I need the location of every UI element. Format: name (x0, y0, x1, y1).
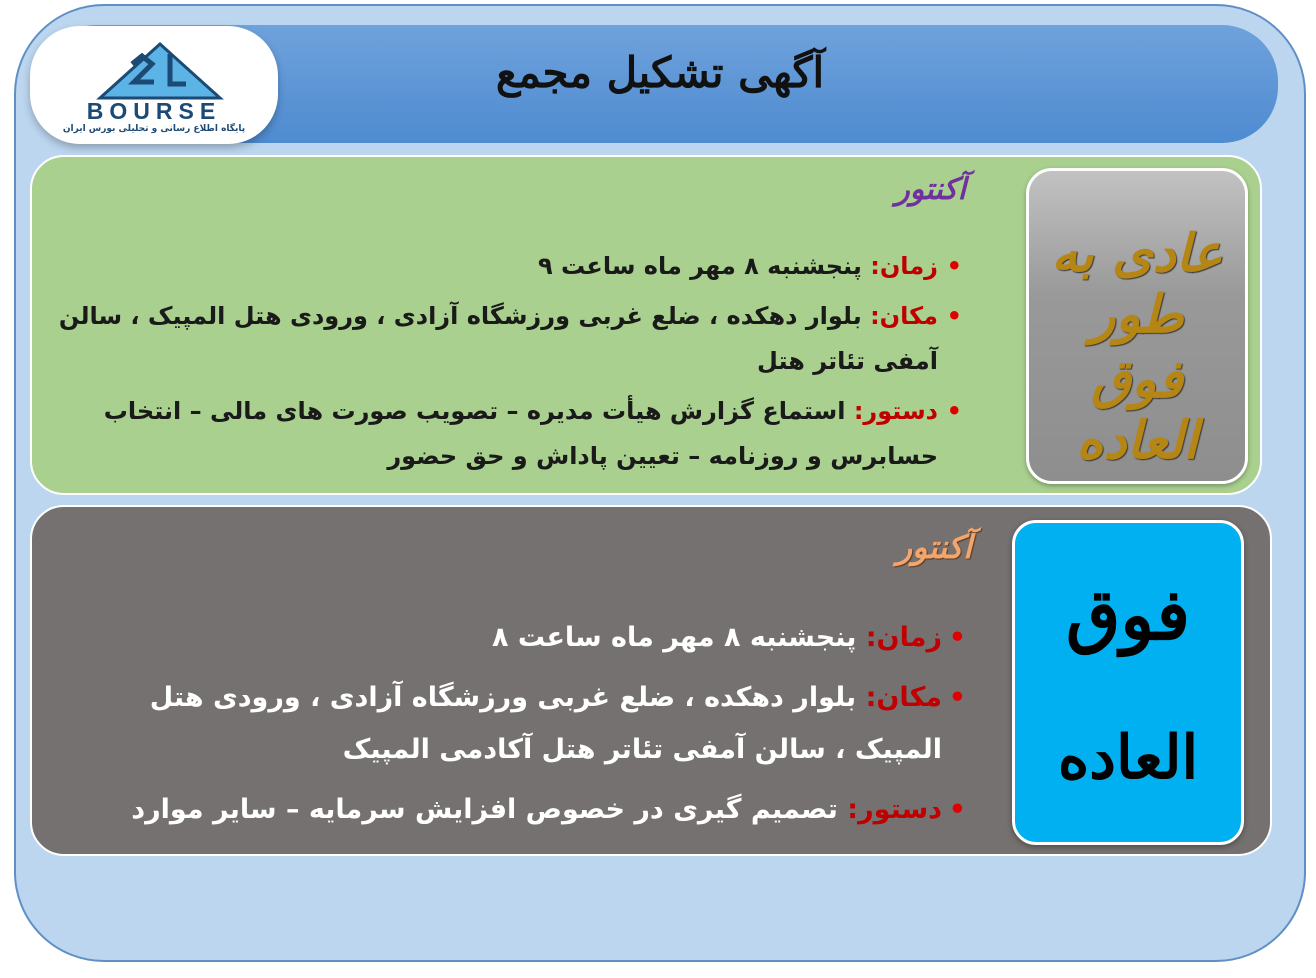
meeting-1-type-line1: عادی به طور (1051, 223, 1223, 345)
place-label: مکان: (865, 682, 942, 713)
meeting-2-company: آکنتور (896, 528, 972, 566)
meeting-2-agenda (72, 784, 942, 836)
time-value: پنجشنبه ۸ مهر ماه ساعت ۹ (538, 252, 871, 280)
logo-text: BOURSE (86, 98, 222, 124)
meeting-2-type-badge (1012, 520, 1244, 845)
meeting-1-type-line2: فوق العاده (1076, 349, 1198, 471)
bourse-logo (30, 26, 278, 144)
meeting-2-time (72, 612, 942, 664)
agenda-label: دستور: (853, 397, 938, 425)
place-value: بلوار دهکده ، ضلع غربی ورزشگاه آزادی ، ورودی هتل المپیک ، سالن آمفی تئاتر هتل (58, 302, 938, 375)
meeting-1-agenda (58, 389, 938, 479)
meeting-1-place (58, 294, 938, 384)
place-label: مکان: (870, 302, 938, 330)
logo-subtitle: پایگاه اطلاع رسانی و تحلیلی بورس ایران (62, 124, 246, 134)
agenda-value: تصمیم گیری در خصوص افزایش سرمایه – سایر موارد (131, 794, 848, 825)
meeting-1-details (58, 244, 938, 484)
meeting-2-details (72, 612, 942, 844)
meeting-2-type-line2: العاده (1057, 723, 1199, 793)
page-title: آگهی تشکیل مجمع (495, 48, 825, 97)
agenda-label: دستور: (847, 794, 942, 825)
meeting-1-time (58, 244, 938, 289)
time-value: پنجشنبه ۸ مهر ماه ساعت ۸ (492, 622, 866, 653)
meeting-2-type-line1: فوق (1066, 573, 1190, 656)
meeting-1-company: آکنتور (895, 172, 966, 207)
time-label: زمان: (870, 252, 938, 280)
agenda-value: استماع گزارش هیأت مدیره – تصویب صورت های مالی – انتخاب حسابرس و روزنامه – تعیین پاداش و حق حضور (103, 397, 938, 470)
meeting-2-place (72, 672, 942, 776)
meeting-1-type-badge (1026, 168, 1248, 484)
time-label: زمان: (865, 622, 942, 653)
place-value: بلوار دهکده ، ضلع غربی ورزشگاه آزادی ، ورودی هتل المپیک ، سالن آمفی تئاتر هتل آکادمی المپیک (149, 682, 942, 765)
